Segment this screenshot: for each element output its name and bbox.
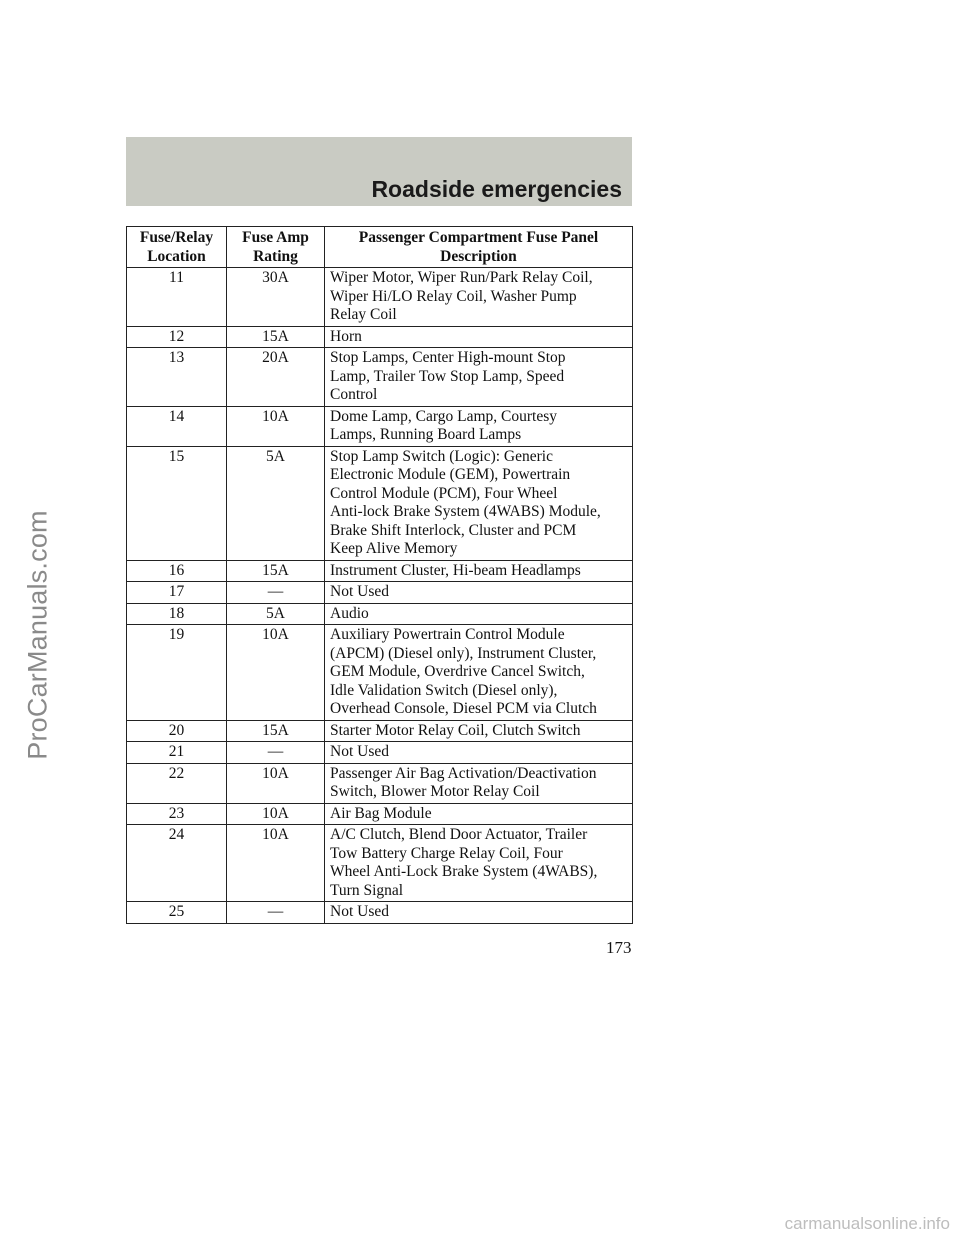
fuse-description-cell: Not Used bbox=[325, 902, 633, 924]
fuse-location-cell: 24 bbox=[127, 825, 227, 902]
section-header bbox=[126, 137, 632, 206]
fuse-amp-cell: 5A bbox=[227, 603, 325, 625]
page-number: 173 bbox=[606, 938, 632, 957]
fuse-amp-cell: 5A bbox=[227, 446, 325, 560]
fuse-location-cell: 15 bbox=[127, 446, 227, 560]
fuse-amp-cell: 10A bbox=[227, 825, 325, 902]
fuse-description-cell: Dome Lamp, Cargo Lamp, Courtesy Lamps, Running Board Lamps bbox=[325, 406, 633, 446]
fuse-description-cell: A/C Clutch, Blend Door Actuator, Trailer Tow Battery Charge Relay Coil, Four Wheel Anti-Lock Brake System (4WABS), Turn Signal bbox=[325, 825, 633, 902]
fuse-amp-cell: 20A bbox=[227, 348, 325, 407]
fuse-location-cell: 23 bbox=[127, 803, 227, 825]
fuse-amp-cell: 10A bbox=[227, 625, 325, 721]
fuse-amp-cell: 10A bbox=[227, 803, 325, 825]
fuse-location-cell: 14 bbox=[127, 406, 227, 446]
table-row bbox=[127, 803, 633, 825]
column-header-location: Fuse/Relay Location bbox=[127, 227, 227, 268]
column-header-amp-rating: Fuse Amp Rating bbox=[227, 227, 325, 268]
table-row bbox=[127, 348, 633, 407]
table-row bbox=[127, 603, 633, 625]
section-title: Roadside emergencies bbox=[371, 176, 622, 202]
table-row bbox=[127, 560, 633, 582]
fuse-amp-cell: — bbox=[227, 582, 325, 604]
table-row bbox=[127, 268, 633, 327]
table-row bbox=[127, 902, 633, 924]
fuse-location-cell: 21 bbox=[127, 742, 227, 764]
fuse-description-cell: Not Used bbox=[325, 582, 633, 604]
fuse-location-cell: 13 bbox=[127, 348, 227, 407]
fuse-amp-cell: — bbox=[227, 742, 325, 764]
fuse-description-cell: Horn bbox=[325, 326, 633, 348]
fuse-location-cell: 18 bbox=[127, 603, 227, 625]
fuse-description-cell: Stop Lamps, Center High-mount Stop Lamp, Trailer Tow Stop Lamp, Speed Control bbox=[325, 348, 633, 407]
fuse-description-cell: Not Used bbox=[325, 742, 633, 764]
fuse-amp-cell: 15A bbox=[227, 560, 325, 582]
footer-watermark: carmanualsonline.info bbox=[784, 1214, 950, 1233]
fuse-location-cell: 19 bbox=[127, 625, 227, 721]
table-row bbox=[127, 763, 633, 803]
fuse-description-cell: Passenger Air Bag Activation/Deactivation Switch, Blower Motor Relay Coil bbox=[325, 763, 633, 803]
side-watermark-text: ProCarManuals.com bbox=[22, 510, 53, 760]
table-row bbox=[127, 625, 633, 721]
table-header-row bbox=[127, 227, 633, 268]
fuse-location-cell: 11 bbox=[127, 268, 227, 327]
column-header-description: Passenger Compartment Fuse Panel Description bbox=[325, 227, 633, 268]
fuse-table bbox=[126, 226, 633, 924]
fuse-amp-cell: 10A bbox=[227, 763, 325, 803]
fuse-location-cell: 16 bbox=[127, 560, 227, 582]
fuse-location-cell: 25 bbox=[127, 902, 227, 924]
table-row bbox=[127, 720, 633, 742]
fuse-description-cell: Starter Motor Relay Coil, Clutch Switch bbox=[325, 720, 633, 742]
fuse-amp-cell: 15A bbox=[227, 720, 325, 742]
fuse-location-cell: 17 bbox=[127, 582, 227, 604]
table-row bbox=[127, 326, 633, 348]
fuse-description-cell: Stop Lamp Switch (Logic): Generic Electronic Module (GEM), Powertrain Control Module (PCM), Four Wheel Anti-lock Brake System (4WABS) Module, Brake Shift Interlock, Cluster and PCM Keep Alive Memory bbox=[325, 446, 633, 560]
table-row bbox=[127, 742, 633, 764]
table-row bbox=[127, 406, 633, 446]
fuse-description-cell: Wiper Motor, Wiper Run/Park Relay Coil, Wiper Hi/LO Relay Coil, Washer Pump Relay Coil bbox=[325, 268, 633, 327]
fuse-description-cell: Instrument Cluster, Hi-beam Headlamps bbox=[325, 560, 633, 582]
fuse-amp-cell: — bbox=[227, 902, 325, 924]
fuse-amp-cell: 15A bbox=[227, 326, 325, 348]
fuse-location-cell: 22 bbox=[127, 763, 227, 803]
fuse-description-cell: Air Bag Module bbox=[325, 803, 633, 825]
fuse-location-cell: 12 bbox=[127, 326, 227, 348]
table-row bbox=[127, 582, 633, 604]
table-row bbox=[127, 825, 633, 902]
table-body bbox=[127, 268, 633, 924]
fuse-location-cell: 20 bbox=[127, 720, 227, 742]
fuse-description-cell: Audio bbox=[325, 603, 633, 625]
fuse-amp-cell: 10A bbox=[227, 406, 325, 446]
fuse-description-cell: Auxiliary Powertrain Control Module (APCM) (Diesel only), Instrument Cluster, GEM Module, Overdrive Cancel Switch, Idle Validation Switch (Diesel only), Overhead Console, Diesel PCM via Clutch bbox=[325, 625, 633, 721]
fuse-amp-cell: 30A bbox=[227, 268, 325, 327]
table-row bbox=[127, 446, 633, 560]
side-watermark bbox=[8, 470, 68, 800]
